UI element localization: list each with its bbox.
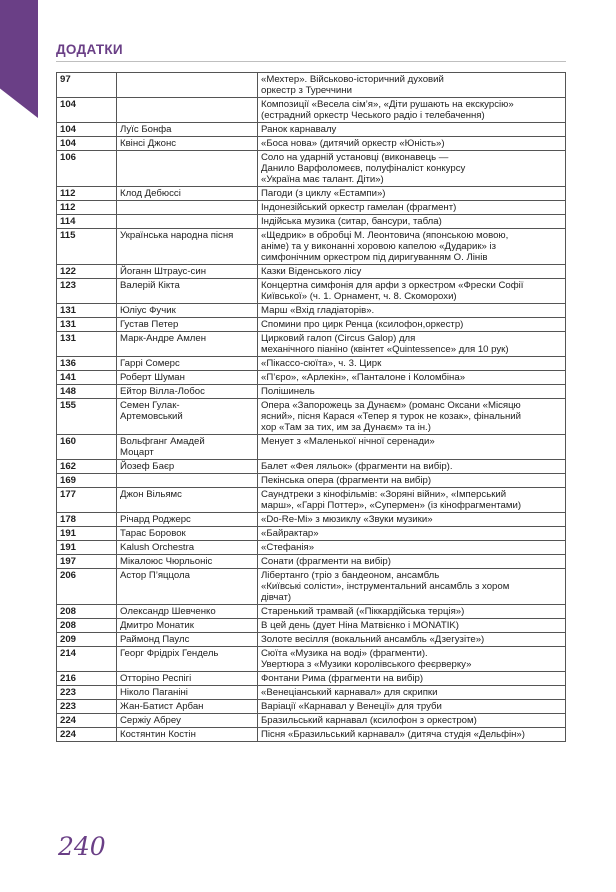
table-row [57, 279, 566, 304]
author-cell: Вольфганг Амадей Моцарт [117, 435, 258, 460]
author-cell: Луїс Бонфа [117, 123, 258, 137]
author-cell: Тарас Боровок [117, 527, 258, 541]
header-divider [56, 61, 566, 62]
work-cell: Сонати (фрагменти на вибір) [258, 555, 566, 569]
work-cell: Золоте весілля (вокальний ансамбль «Дзегузіте») [258, 633, 566, 647]
author-cell: Георг Фрідріх Гендель [117, 647, 258, 672]
work-cell: Бразильський карнавал (ксилофон з оркестром) [258, 714, 566, 728]
author-cell: Йозеф Баєр [117, 460, 258, 474]
author-cell: Отторіно Респігі [117, 672, 258, 686]
work-cell: Ранок карнавалу [258, 123, 566, 137]
author-cell: Дмитро Монатик [117, 619, 258, 633]
author-cell: Ніколо Паганіні [117, 686, 258, 700]
table-row [57, 569, 566, 605]
author-cell: Kalush Orchestra [117, 541, 258, 555]
table-row [57, 151, 566, 187]
work-cell: Старенький трамвай («Піккардійська терція») [258, 605, 566, 619]
author-cell [117, 73, 258, 98]
page-cell: 214 [57, 647, 117, 672]
work-cell: Варіації «Карнавал у Венеції» для труби [258, 700, 566, 714]
page-cell: 148 [57, 385, 117, 399]
author-cell: Сержіу Абреу [117, 714, 258, 728]
table-row [57, 357, 566, 371]
table-row [57, 137, 566, 151]
table-row [57, 318, 566, 332]
author-cell [117, 474, 258, 488]
work-cell: Пагоди (з циклу «Естампи») [258, 187, 566, 201]
table-row [57, 714, 566, 728]
page-cell: 178 [57, 513, 117, 527]
table-row [57, 728, 566, 742]
table-row [57, 371, 566, 385]
table-row [57, 215, 566, 229]
table-row [57, 399, 566, 435]
work-cell: Балет «Фея ляльок» (фрагменти на вибір). [258, 460, 566, 474]
table-row [57, 474, 566, 488]
page-cell: 104 [57, 98, 117, 123]
work-cell: Опера «Запорожець за Дунаєм» (романс Оксани «Місяцю ясний», пісня Карася «Тепер я турок не козак», фінальний хор «Там за тих, им за Дунаєм» та ін.) [258, 399, 566, 435]
work-cell: Менует з «Маленької нічної серенади» [258, 435, 566, 460]
page-cell: 216 [57, 672, 117, 686]
page-cell: 223 [57, 686, 117, 700]
page-cell: 123 [57, 279, 117, 304]
work-cell: Цирковий галоп (Circus Galop) для механічного піаніно (квінтет «Quintessence» для 10 рук) [258, 332, 566, 357]
author-cell: Клод Дебюссі [117, 187, 258, 201]
author-cell: Жан-Батист Арбан [117, 700, 258, 714]
table-row [57, 513, 566, 527]
author-cell: Марк-Андре Амлен [117, 332, 258, 357]
author-cell: Ейтор Вілла-Лобос [117, 385, 258, 399]
page-cell: 169 [57, 474, 117, 488]
work-cell: «Щедрик» в обробці М. Леонтовича (японською мовою, аніме) та у виконанні хоровою капелою «Дударик» із симфонічним оркестром під диригуванням О. Лінів [258, 229, 566, 265]
page-cell: 209 [57, 633, 117, 647]
page-cell: 112 [57, 201, 117, 215]
author-cell [117, 98, 258, 123]
page-cell: 114 [57, 215, 117, 229]
table-row [57, 647, 566, 672]
page-cell: 224 [57, 728, 117, 742]
table-row [57, 488, 566, 513]
author-cell: Астор П’яццола [117, 569, 258, 605]
table-row [57, 435, 566, 460]
page-cell: 206 [57, 569, 117, 605]
table-row [57, 304, 566, 318]
page-cell: 224 [57, 714, 117, 728]
work-cell: Композиції «Весела сім’я», «Діти рушають на екскурсію» (естрадний оркестр Чеського радіо і телебачення) [258, 98, 566, 123]
table-row [57, 385, 566, 399]
author-cell: Костянтин Костін [117, 728, 258, 742]
author-cell [117, 201, 258, 215]
author-cell: Густав Петер [117, 318, 258, 332]
author-cell [117, 151, 258, 187]
page-cell: 155 [57, 399, 117, 435]
work-cell: «Стефанія» [258, 541, 566, 555]
table-row [57, 265, 566, 279]
author-cell: Валерій Кікта [117, 279, 258, 304]
table-row [57, 686, 566, 700]
section-title: ДОДАТКИ [56, 42, 123, 57]
author-cell: Мікалоюс Чюрльоніс [117, 555, 258, 569]
table-row [57, 98, 566, 123]
music-list-table [56, 72, 566, 742]
page-cell: 197 [57, 555, 117, 569]
work-cell: В цей день (дует Ніна Матвієнко і MONATIK) [258, 619, 566, 633]
table-row [57, 605, 566, 619]
work-cell: Казки Віденського лісу [258, 265, 566, 279]
page-cell: 162 [57, 460, 117, 474]
page-cell: 191 [57, 527, 117, 541]
page-cell: 191 [57, 541, 117, 555]
table-row [57, 527, 566, 541]
work-cell: «П’єро», «Арлекін», «Панталоне і Коломбіна» [258, 371, 566, 385]
table-row [57, 123, 566, 137]
work-cell: «Венеціанський карнавал» для скрипки [258, 686, 566, 700]
table-row [57, 201, 566, 215]
page-cell: 141 [57, 371, 117, 385]
work-cell: Лібертанго (тріо з бандеоном, ансамбль «Київські солісти», інструментальний ансамбль з хором дівчат) [258, 569, 566, 605]
page-cell: 136 [57, 357, 117, 371]
table-row [57, 672, 566, 686]
author-cell: Річард Роджерс [117, 513, 258, 527]
work-cell: «Do-Re-Mi» з мюзиклу «Звуки музики» [258, 513, 566, 527]
work-cell: «Пікассо-сюїта», ч. 3. Цирк [258, 357, 566, 371]
author-cell: Йоганн Штраус-син [117, 265, 258, 279]
author-cell: Джон Вільямс [117, 488, 258, 513]
author-cell [117, 215, 258, 229]
author-cell: Юліус Фучик [117, 304, 258, 318]
work-cell: Індонезійський оркестр гамелан (фрагмент) [258, 201, 566, 215]
table-row [57, 555, 566, 569]
page-cell: 131 [57, 304, 117, 318]
work-cell: Концертна симфонія для арфи з оркестром «Фрески Софії Київської» (ч. 1. Орнамент, ч. 8. Скоморохи) [258, 279, 566, 304]
work-cell: Сюїта «Музика на воді» (фрагменти). Увертюра з «Музики королівського феєрверку» [258, 647, 566, 672]
work-cell: Марш «Вхід гладіаторів». [258, 304, 566, 318]
work-cell: Спомини про цирк Ренца (ксилофон,оркестр) [258, 318, 566, 332]
table-row [57, 619, 566, 633]
page-cell: 131 [57, 332, 117, 357]
page-cell: 104 [57, 137, 117, 151]
page-cell: 106 [57, 151, 117, 187]
author-cell: Гаррі Сомерс [117, 357, 258, 371]
table-row [57, 73, 566, 98]
work-cell: Пекінська опера (фрагменти на вибір) [258, 474, 566, 488]
page-cell: 104 [57, 123, 117, 137]
author-cell: Роберт Шуман [117, 371, 258, 385]
work-cell: «Байрактар» [258, 527, 566, 541]
work-cell: «Мехтер». Військово-історичний духовий оркестр з Туреччини [258, 73, 566, 98]
table-row [57, 332, 566, 357]
author-cell: Квінсі Джонс [117, 137, 258, 151]
page-cell: 112 [57, 187, 117, 201]
page-cell: 160 [57, 435, 117, 460]
author-cell: Українська народна пісня [117, 229, 258, 265]
page-cell: 97 [57, 73, 117, 98]
table-body [57, 73, 566, 742]
table-row [57, 229, 566, 265]
page-cell: 177 [57, 488, 117, 513]
work-cell: Соло на ударній установці (виконавець — Данило Варфоломеєв, полуфіналіст конкурсу «Україна має талант. Діти») [258, 151, 566, 187]
author-cell: Олександр Шевченко [117, 605, 258, 619]
work-cell: Пісня «Бразильський карнавал» (дитяча студія «Дельфін») [258, 728, 566, 742]
table-row [57, 633, 566, 647]
page-cell: 115 [57, 229, 117, 265]
corner-accent-shape [0, 0, 38, 118]
work-cell: Фонтани Рима (фрагменти на вибір) [258, 672, 566, 686]
work-cell: «Боса нова» (дитячий оркестр «Юність») [258, 137, 566, 151]
page-cell: 122 [57, 265, 117, 279]
author-cell: Семен Гулак- Артемовський [117, 399, 258, 435]
table-row [57, 187, 566, 201]
author-cell: Раймонд Паулс [117, 633, 258, 647]
page-number: 240 [58, 832, 106, 861]
work-cell: Саундтреки з кінофільмів: «Зоряні війни», «Імперський марш», «Гаррі Поттер», «Супермен» (із кінофрагментами) [258, 488, 566, 513]
table-row [57, 700, 566, 714]
table-row [57, 541, 566, 555]
table-row [57, 460, 566, 474]
page-cell: 223 [57, 700, 117, 714]
work-cell: Полішинель [258, 385, 566, 399]
page-cell: 208 [57, 605, 117, 619]
work-cell: Індійська музика (ситар, бансури, табла) [258, 215, 566, 229]
page-cell: 131 [57, 318, 117, 332]
page-cell: 208 [57, 619, 117, 633]
